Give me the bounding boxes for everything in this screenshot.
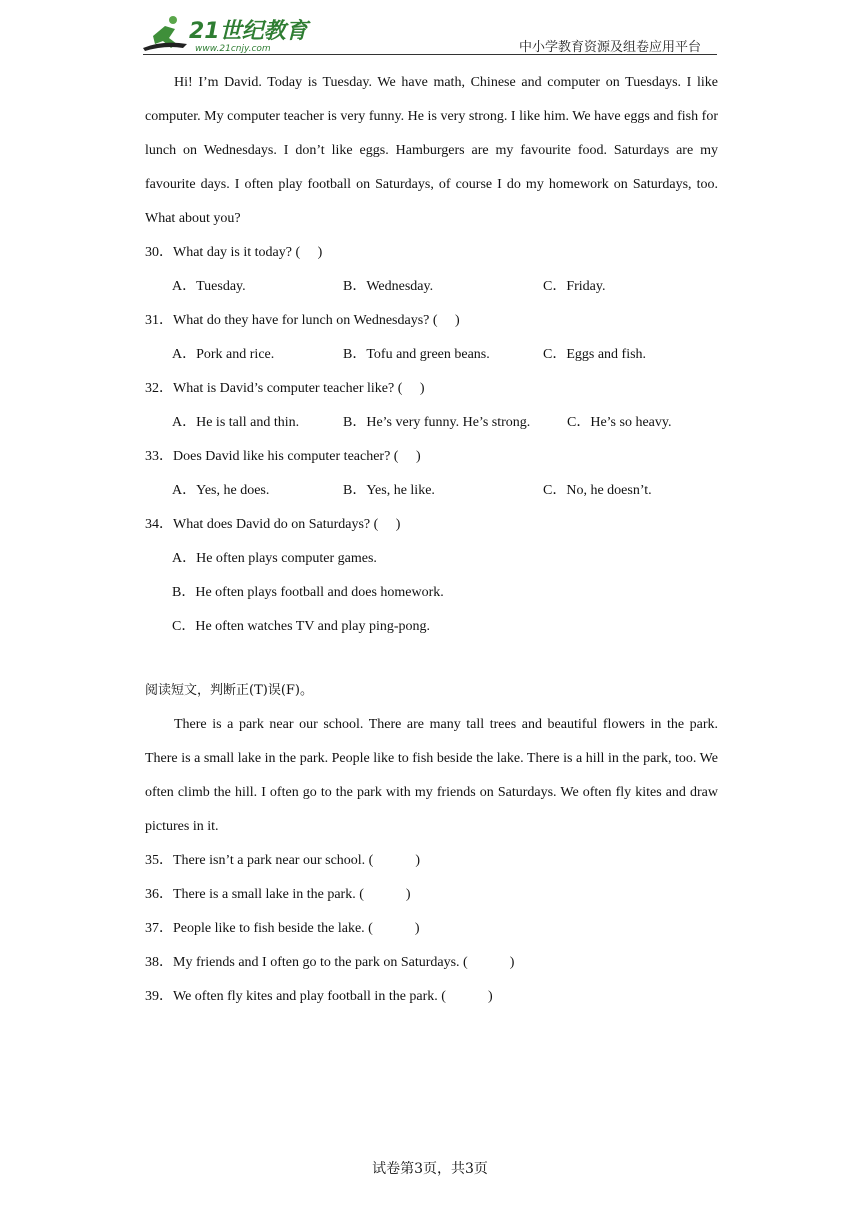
option-a: A．Yes, he does. <box>172 483 270 498</box>
option-a: A．Tuesday. <box>172 279 246 294</box>
question-34 <box>145 508 718 644</box>
statement-38: 38．My friends and I often go to the park on Saturdays. ( ) <box>145 955 515 970</box>
section-instruction: 阅读短文，判断正(T)误(F)。 <box>145 683 313 698</box>
statement-35: 35．There isn’t a park near our school. ( ) <box>145 853 420 868</box>
logo <box>143 14 313 56</box>
option-c: C．He often watches TV and play ping-pong. <box>172 619 431 634</box>
question-31 <box>145 304 718 372</box>
option-c: C．Eggs and fish. <box>543 347 647 362</box>
page-header <box>143 10 717 56</box>
question-text: 30．What day is it today? ( ) <box>145 245 323 260</box>
options-row <box>145 338 718 372</box>
option-a: A．Pork and rice. <box>172 347 275 362</box>
svg-text:www.21cnjy.com: www.21cnjy.com <box>195 44 271 54</box>
statement-37: 37．People like to fish beside the lake. ( ) <box>145 921 420 936</box>
option-b: B．He often plays football and does homework. <box>172 585 444 600</box>
option-a: A．He often plays computer games. <box>172 551 377 566</box>
options-row <box>145 474 718 508</box>
exam-content <box>145 66 718 1014</box>
option-b: B．Wednesday. <box>343 279 434 294</box>
question-32 <box>145 372 718 440</box>
options-row <box>145 406 718 440</box>
reading-passage-2: There is a park near our school. There are many tall trees and beautiful flowers in the park. There is a small lake in the park. People like to fish beside the lake. There is a hill in the park, too. We often climb the hill. I often go to the park with my friends on Saturdays. We often fly kites and draw pictures in it. <box>145 717 718 834</box>
option-c: C．He’s so heavy. <box>567 415 672 430</box>
page-footer: 试卷第3页，共3页 <box>372 1161 488 1177</box>
question-text: 34．What does David do on Saturdays? ( ) <box>145 517 401 532</box>
option-a: A．He is tall and thin. <box>172 415 300 430</box>
question-text: 33．Does David like his computer teacher? ( ) <box>145 449 421 464</box>
runner-logo-icon <box>143 14 313 56</box>
question-33 <box>145 440 718 508</box>
option-c: C．Friday. <box>543 279 606 294</box>
reading-passage-1: Hi! I’m David. Today is Tuesday. We have math, Chinese and computer on Tuesdays. I like computer. My computer teacher is very funny. He is very strong. I like him. We have eggs and fish for lunch on Wednesdays. I don’t like eggs. Hamburgers are my favourite food. Saturdays are my favourite days. I often play football on Saturdays, of course I do my homework on Saturdays, too. What about you? <box>145 75 718 226</box>
option-b: B．He’s very funny. He’s strong. <box>343 415 531 430</box>
header-divider <box>143 54 717 55</box>
platform-name: 中小学教育资源及组卷应用平台 <box>518 40 701 55</box>
option-b: B．Yes, he like. <box>343 483 435 498</box>
option-c: C．No, he doesn’t. <box>543 483 652 498</box>
question-text: 31．What do they have for lunch on Wednesdays? ( ) <box>145 313 460 328</box>
options-row <box>145 270 718 304</box>
statement-36: 36．There is a small lake in the park. ( ) <box>145 887 411 902</box>
question-30 <box>145 236 718 304</box>
svg-text:21世纪教育: 21世纪教育 <box>189 19 308 44</box>
option-b: B．Tofu and green beans. <box>343 347 490 362</box>
statement-39: 39．We often fly kites and play football in the park. ( ) <box>145 989 493 1004</box>
question-text: 32．What is David’s computer teacher like? ( ) <box>145 381 425 396</box>
